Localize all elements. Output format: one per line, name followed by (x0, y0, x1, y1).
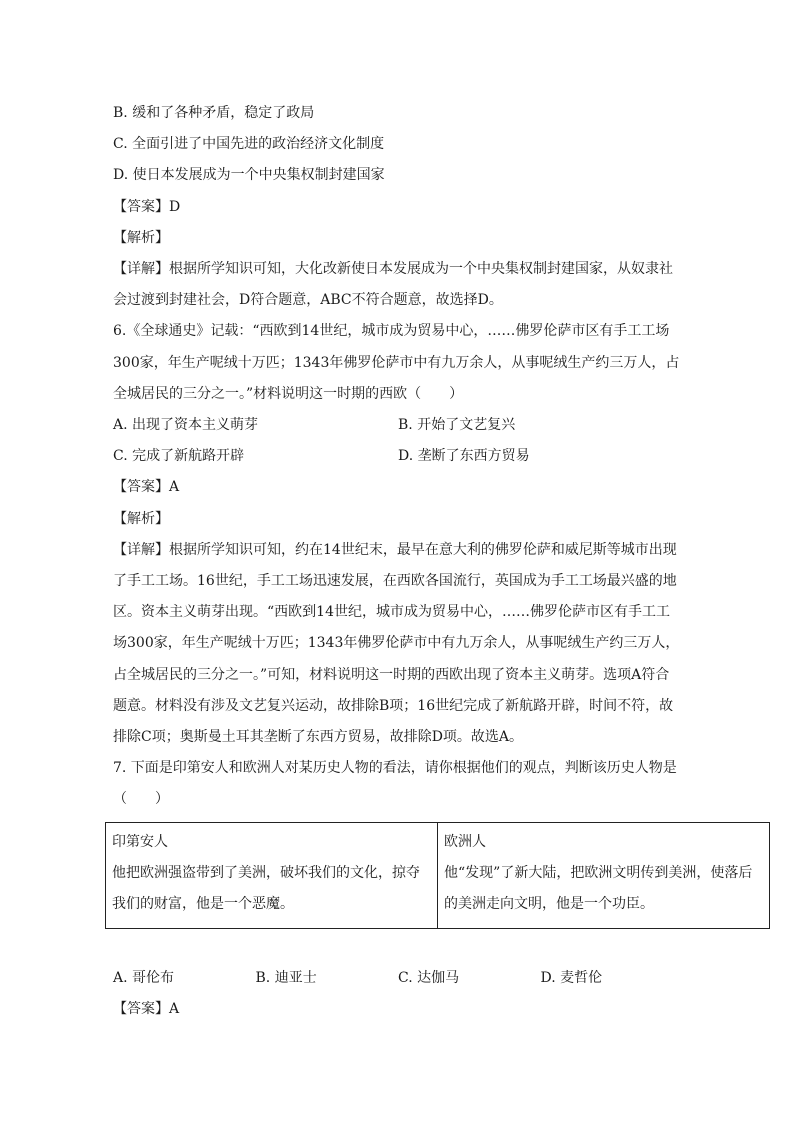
q6-analysis-label: 【解析】 (113, 510, 169, 527)
q6-option-a: A. 出现了资本主义萌芽 (113, 416, 259, 433)
cell-text: 他“发现”了新大陆，把欧洲文明传到美洲，使落后的美洲走向文明，他是一个功臣。 (444, 864, 753, 912)
q6-options-row-1 (113, 410, 683, 441)
q7-option-a: A. 哥伦布 (113, 970, 175, 987)
q5-detail: 【详解】根据所学知识可知，大化改新使日本发展成为一个中央集权制封建国家，从奴隶社会过渡到封建社会，D符合题意，ABC不符合题意，故选择D。 (113, 260, 673, 309)
table-cell-indians (106, 822, 438, 929)
q6-options-row-2 (113, 441, 683, 472)
document-page (112, 98, 753, 1026)
table-row (106, 822, 770, 929)
q7-answer: 【答案】A (113, 1001, 180, 1018)
q7-option-c: C. 达伽马 (398, 970, 460, 987)
q5-option-d: D. 使日本发展成为一个中央集权制封建国家 (113, 167, 385, 184)
q6-detail: 【详解】根据所学知识可知，约在14世纪末，最早在意大利的佛罗伦萨和威尼斯等城市出现了手工工场。16世纪，手工工场迅速发展，在西欧各国流行，英国成为手工工场最兴盛的地区。资本主义萌芽出现。“西欧到14世纪，城市成为贸易中心，……佛罗伦萨市区有手工工场300家，年生产呢绒十万匹；1343年佛罗伦萨市中有九万余人，从事呢绒生产约三万人，占全城居民的三分之一。”可知，材料说明这一时期的西欧出现了资本主义萌芽。选项A符合题意。材料没有涉及文艺复兴运动，故排除B项；16世纪完成了新航路开辟，时间不符，故排除C项；奥斯曼土耳其垄断了东西方贸易，故排除D项。故选A。 (113, 541, 680, 745)
q7-options-row (113, 963, 683, 994)
cell-heading: 欧洲人 (444, 833, 486, 850)
q6-stem: 6.《全球通史》记载：“西欧到14世纪，城市成为贸易中心，……佛罗伦萨市区有手工工场300家，年生产呢绒十万匹；1343年佛罗伦萨市中有九万余人，从事呢绒生产约三万人，占全城居民的三分之一。”材料说明这一时期的西欧（ ） (113, 323, 680, 402)
q7-option-b: B. 迪亚士 (255, 970, 317, 987)
q7-opinion-table (105, 822, 770, 930)
q5-option-c: C. 全面引进了中国先进的政治经济文化制度 (113, 136, 385, 153)
q6-option-d: D. 垄断了东西方贸易 (398, 448, 530, 465)
q7-stem: 7. 下面是印第安人和欧洲人对某历史人物的看法，请你根据他们的观点，判断该历史人物是（ ） (113, 760, 677, 808)
table-cell-europeans (438, 822, 770, 929)
q6-answer: 【答案】A (113, 479, 180, 496)
cell-text: 他把欧洲强盗带到了美洲，破坏我们的文化，掠夺我们的财富，他是一个恶魔。 (112, 864, 420, 912)
q7-option-d: D. 麦哲伦 (540, 970, 603, 987)
q5-analysis-label: 【解析】 (113, 229, 169, 246)
q5-answer: 【答案】D (113, 198, 181, 215)
cell-heading: 印第安人 (112, 833, 168, 850)
q6-option-c: C. 完成了新航路开辟 (113, 448, 245, 465)
q5-option-b: B. 缓和了各种矛盾，稳定了政局 (113, 105, 315, 121)
q6-option-b: B. 开始了文艺复兴 (398, 416, 516, 433)
